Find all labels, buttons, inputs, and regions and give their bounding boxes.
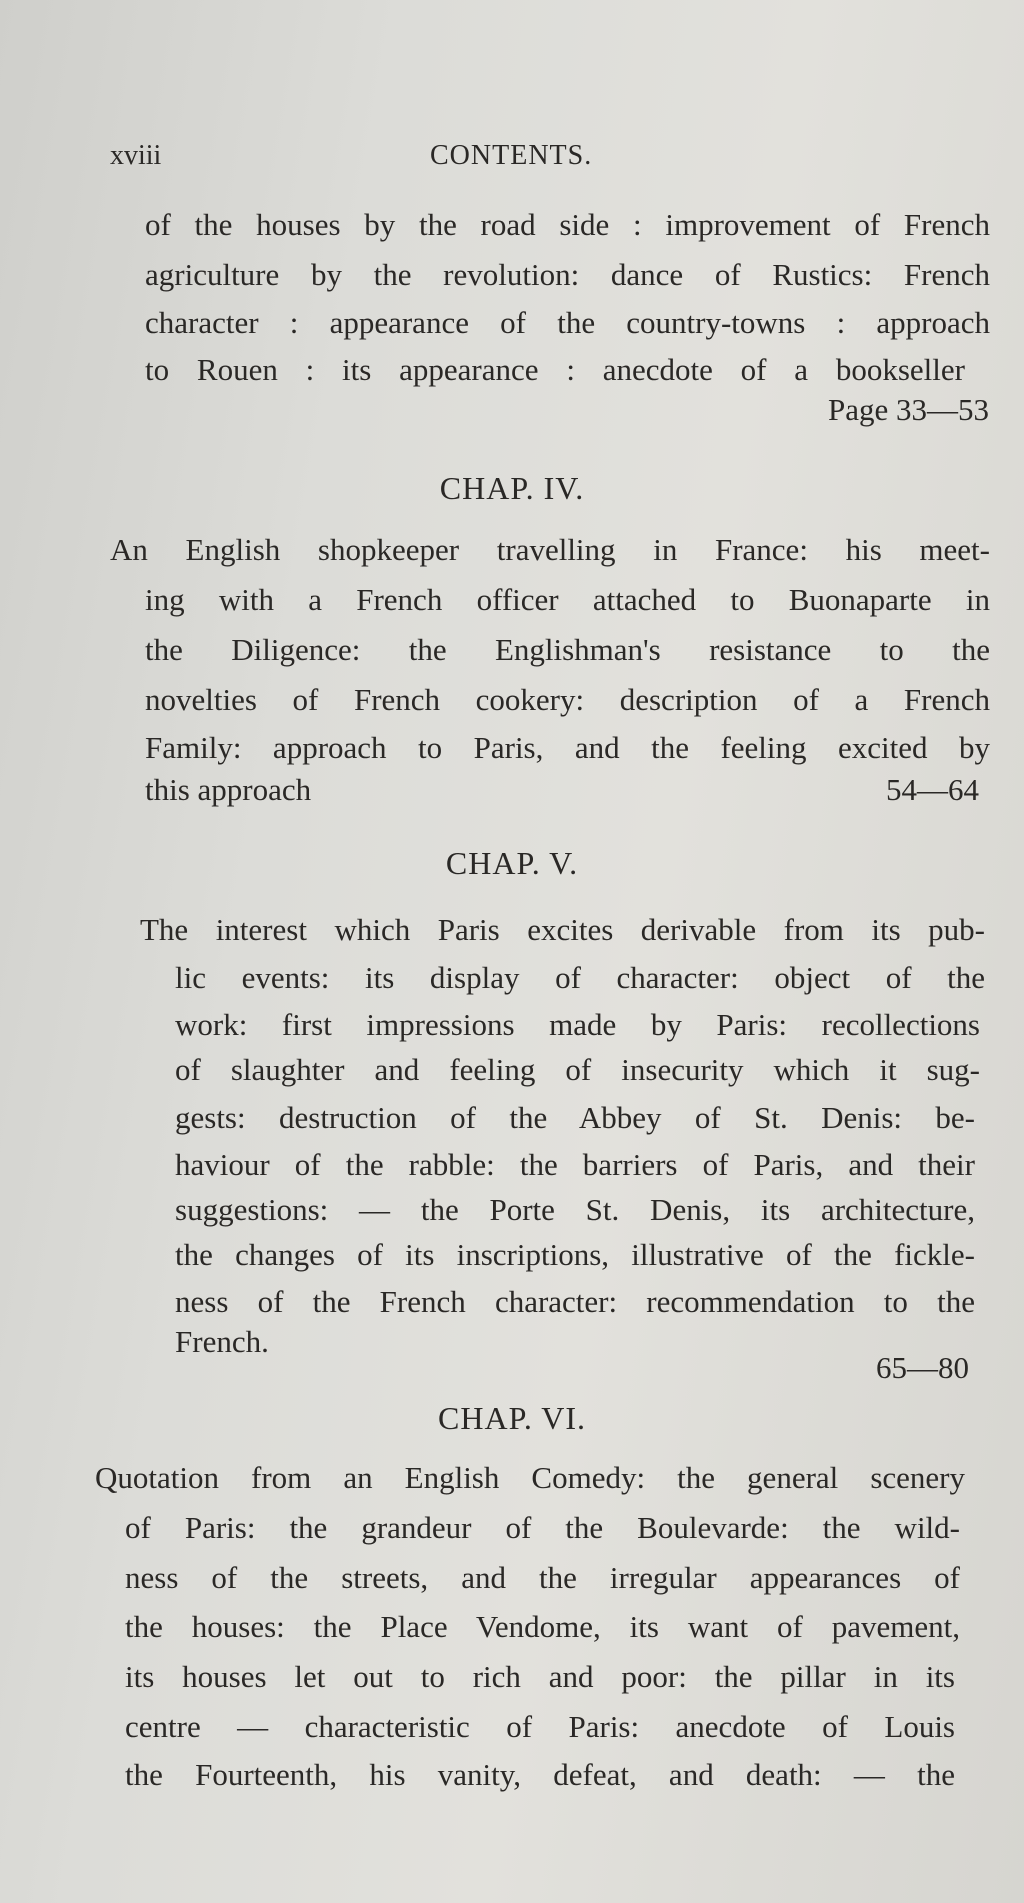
contents-line: An English shopkeeper travelling in France: his meet-	[110, 532, 990, 567]
page-number: xviii	[110, 140, 162, 171]
page-range: 65—80	[876, 1350, 969, 1385]
chapter-title: CHAP. V.	[445, 845, 579, 881]
page-range: Page 33—53	[827, 392, 989, 427]
contents-line: centre — characteristic of Paris: anecdote of Louis	[125, 1709, 955, 1744]
contents-line: ing with a French officer attached to Buonaparte in	[145, 582, 990, 617]
contents-line: character : appearance of the country-towns : approach	[145, 305, 990, 340]
contents-line: ness of the streets, and the irregular appearances of	[125, 1560, 960, 1595]
contents-line: the Fourteenth, his vanity, defeat, and death: — the	[125, 1757, 955, 1792]
contents-line: Quotation from an English Comedy: the general scenery	[95, 1460, 965, 1495]
contents-line: work: first impressions made by Paris: recollections	[175, 1007, 980, 1042]
contents-line: ness of the French character: recommendation to the	[175, 1284, 975, 1319]
contents-line: to Rouen : its appearance : anecdote of a bookseller	[145, 352, 965, 387]
page-range: 54—64	[886, 772, 979, 807]
contents-line: haviour of the rabble: the barriers of Paris, and their	[175, 1147, 975, 1182]
chapter-title: CHAP. IV.	[439, 470, 585, 506]
contents-line: of the houses by the road side : improvement of French	[145, 207, 990, 242]
contents-line: of Paris: the grandeur of the Boulevarde: the wild-	[125, 1510, 960, 1545]
chapter-title: CHAP. VI.	[438, 1400, 586, 1436]
contents-line: the Diligence: the Englishman's resistance to the	[145, 632, 990, 667]
contents-line: French.	[175, 1324, 269, 1359]
contents-line: The interest which Paris excites derivable from its pub-	[140, 912, 985, 947]
contents-line: the changes of its inscriptions, illustrative of the fickle-	[175, 1237, 975, 1272]
contents-line: agriculture by the revolution: dance of Rustics: French	[145, 257, 990, 292]
contents-line: this approach	[145, 772, 312, 807]
running-title: CONTENTS.	[430, 140, 593, 171]
contents-line: of slaughter and feeling of insecurity which it sug-	[175, 1052, 980, 1087]
contents-line: lic events: its display of character: object of the	[175, 960, 985, 995]
contents-line: gests: destruction of the Abbey of St. Denis: be-	[175, 1100, 975, 1135]
contents-line: its houses let out to rich and poor: the pillar in its	[125, 1659, 955, 1694]
contents-line: suggestions: — the Porte St. Denis, its architecture,	[175, 1192, 975, 1227]
contents-line: the houses: the Place Vendome, its want of pavement,	[125, 1609, 960, 1644]
contents-line: novelties of French cookery: description of a French	[145, 682, 990, 717]
contents-line: Family: approach to Paris, and the feeling excited by	[145, 730, 990, 765]
